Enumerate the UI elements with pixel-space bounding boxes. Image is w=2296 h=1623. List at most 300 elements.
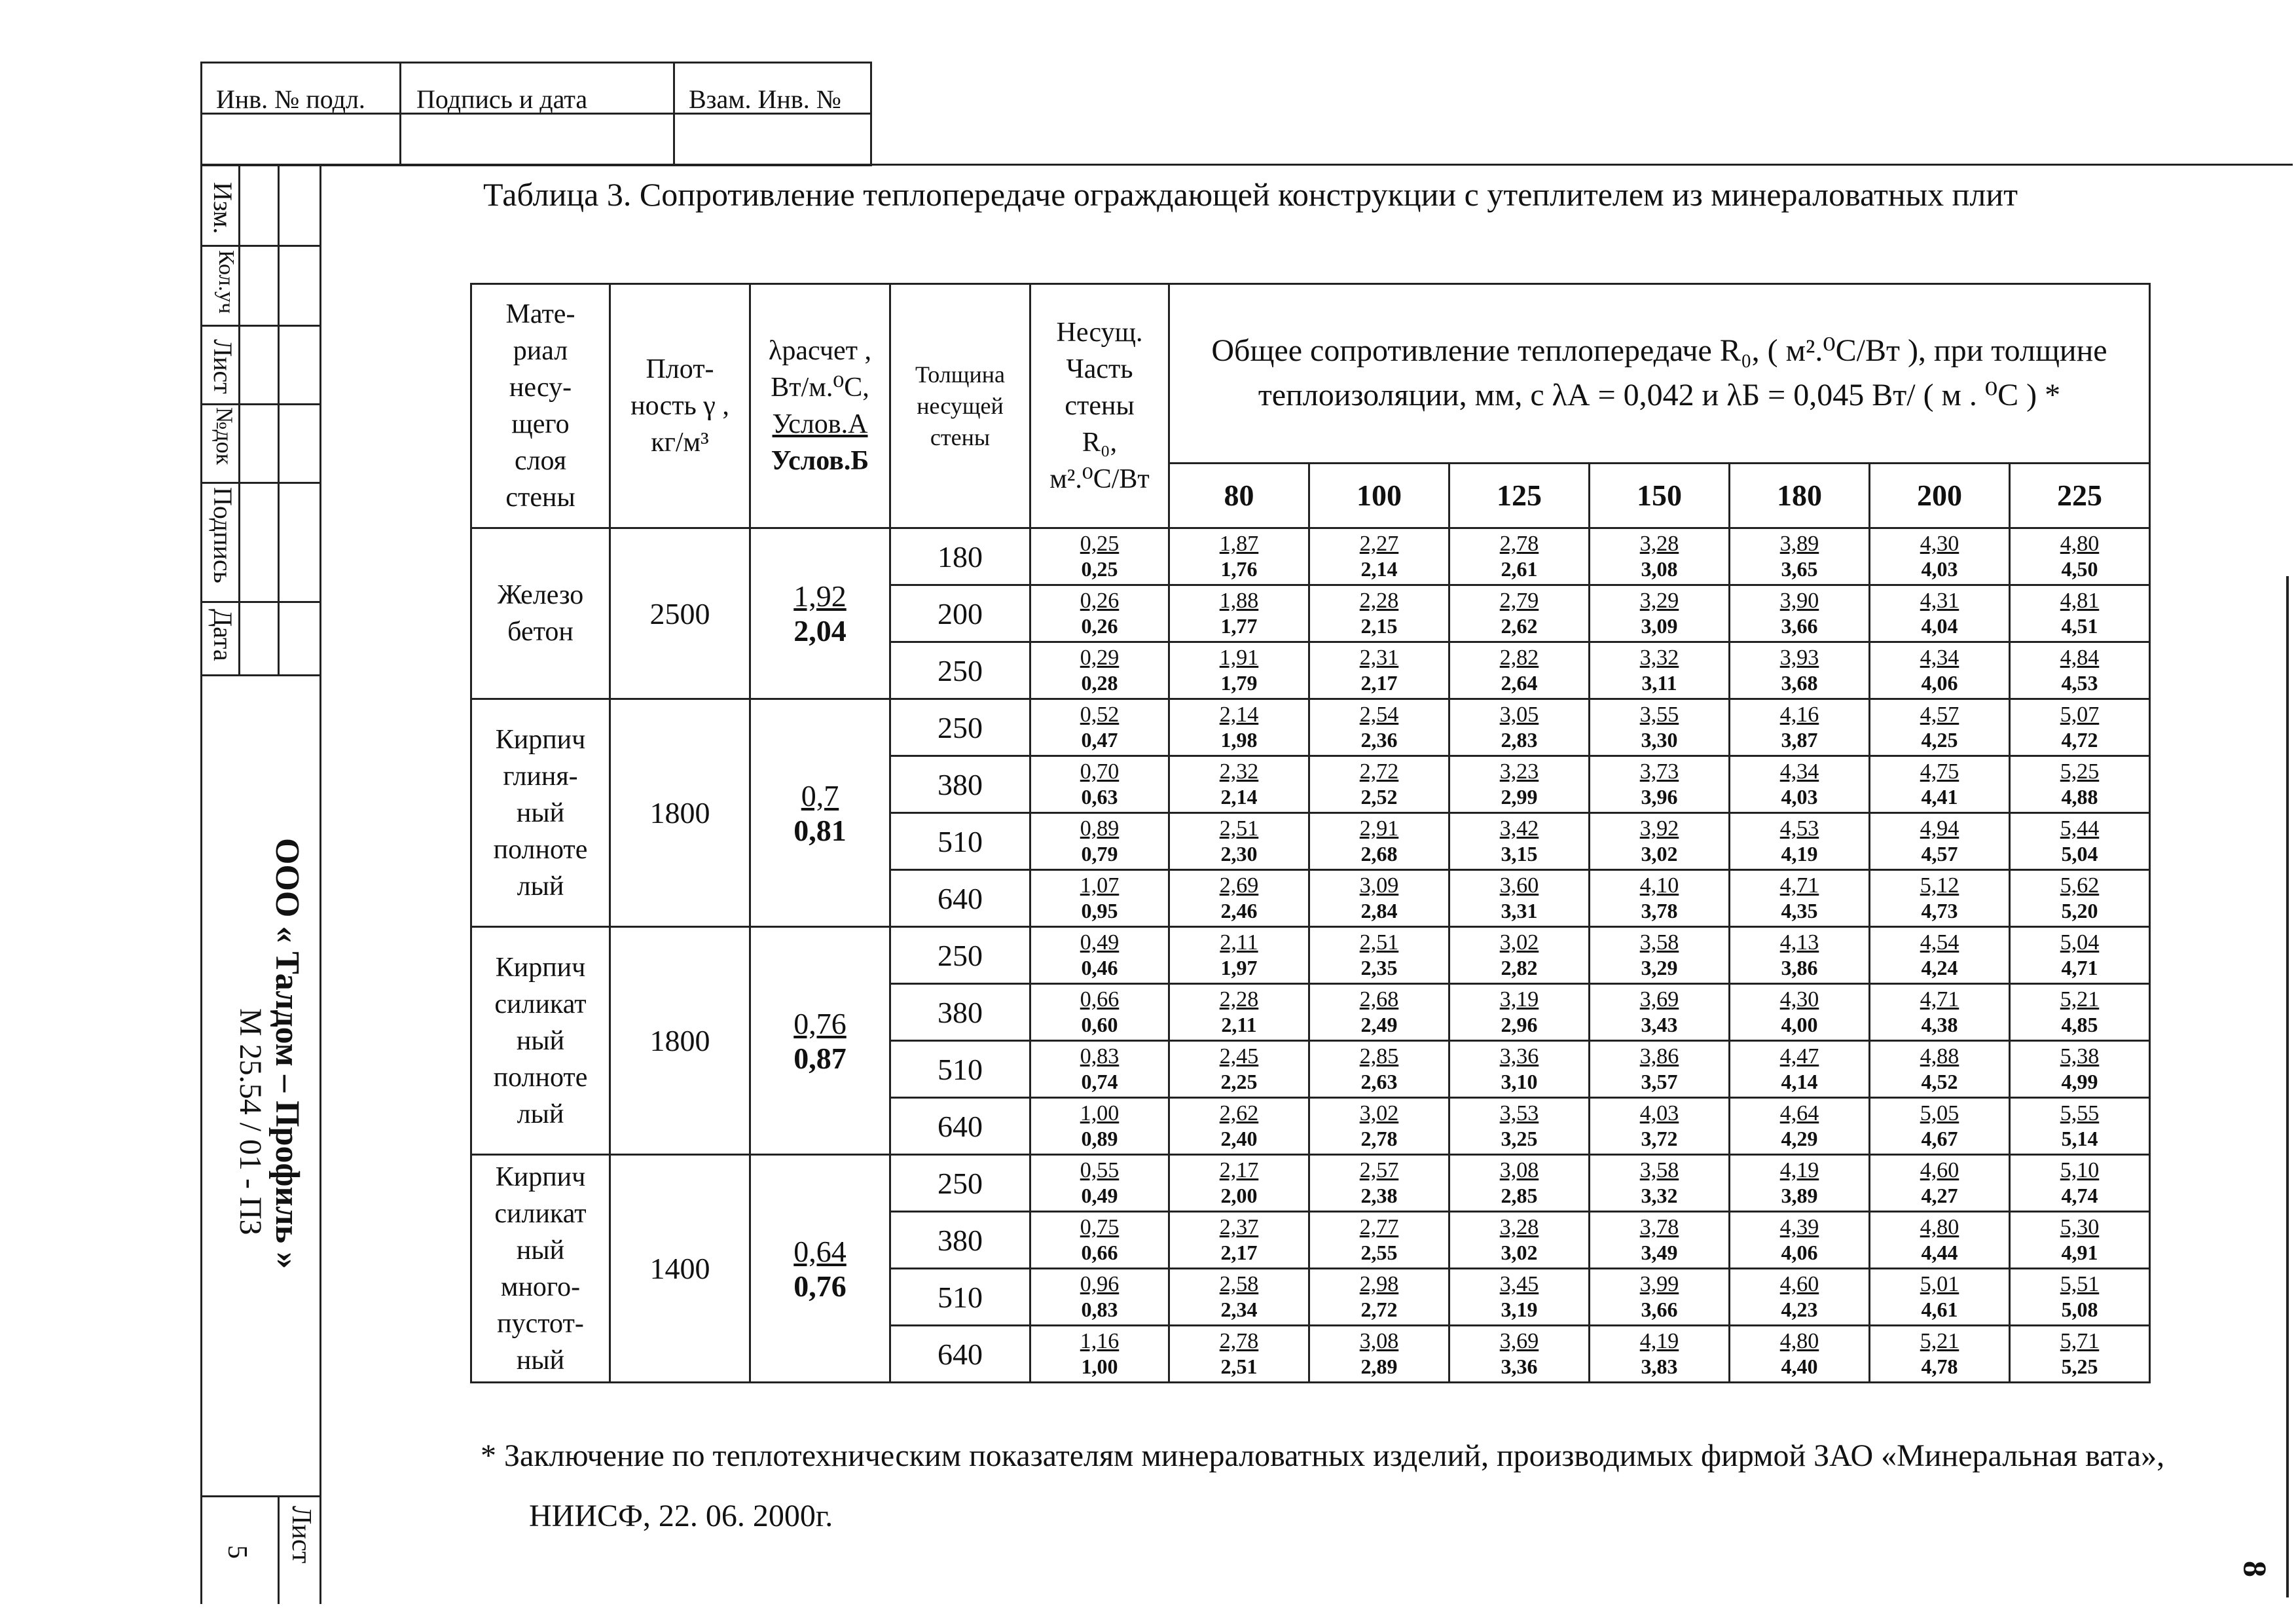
- resistance-b: 4,57: [1921, 842, 1958, 866]
- bearing-r0-cell: [1030, 870, 1169, 927]
- resistance-cell: [1870, 1269, 2010, 1326]
- lambda-cell: [750, 528, 890, 699]
- resistance-a: 2,82: [1499, 646, 1539, 670]
- material-line: пустот-: [497, 1308, 584, 1339]
- resistance-b: 3,15: [1501, 842, 1538, 866]
- material-cell: [471, 528, 610, 699]
- density-cell: 1800: [610, 699, 750, 927]
- resistance-cell: [1730, 1098, 1870, 1155]
- lambda-b: 2,04: [793, 614, 847, 647]
- resistance-b: 5,08: [2061, 1298, 2098, 1321]
- r0-a: 0,25: [1080, 532, 1120, 556]
- sheet-number: 5: [222, 1545, 252, 1559]
- resistance-b: 2,14: [1220, 785, 1258, 809]
- header-insulation-thickness: 180: [1730, 463, 1870, 528]
- resistance-a: 3,29: [1639, 589, 1679, 613]
- resistance-b: 3,02: [1501, 1241, 1538, 1264]
- resistance-cell: [1169, 1041, 1309, 1098]
- r0-a: 0,52: [1080, 702, 1120, 727]
- r0-b: 0,47: [1081, 728, 1118, 752]
- resistance-b: 4,29: [1781, 1127, 1818, 1150]
- resistance-cell: [1590, 585, 1730, 642]
- bearing-r0-cell: [1030, 1155, 1169, 1212]
- resistance-b: 3,87: [1781, 728, 1818, 752]
- resistance-cell: [1309, 1269, 1449, 1326]
- resistance-b: 2,14: [1360, 557, 1398, 581]
- header-lambda-line: λрасчет ,: [769, 336, 871, 366]
- resistance-a: 4,19: [1639, 1329, 1679, 1353]
- resistance-b: 4,25: [1921, 728, 1958, 752]
- resistance-b: 4,61: [1921, 1298, 1958, 1321]
- bearing-r0-cell: [1030, 699, 1169, 756]
- bearing-r0-cell: [1030, 756, 1169, 813]
- resistance-b: 4,04: [1921, 614, 1958, 638]
- resistance-cell: [1590, 528, 1730, 585]
- resistance-cell: [1730, 870, 1870, 927]
- resistance-cell: [1590, 642, 1730, 699]
- resistance-cell: [1870, 1098, 2010, 1155]
- resistance-b: 4,53: [2061, 671, 2098, 695]
- resistance-b: 4,03: [1781, 785, 1818, 809]
- resistance-a: 4,80: [1920, 1215, 1959, 1239]
- r0-b: 0,74: [1081, 1070, 1118, 1093]
- resistance-a: 3,08: [1359, 1329, 1399, 1353]
- bearing-r0-cell: [1030, 1326, 1169, 1383]
- sidebar-row-line-7: [200, 1495, 321, 1497]
- header-lambda-line: Вт/м.⁰С,: [771, 373, 869, 403]
- resistance-a: 2,54: [1359, 702, 1399, 727]
- resistance-cell: [1870, 813, 2010, 870]
- resistance-b: 2,17: [1360, 671, 1398, 695]
- resistance-b: 1,98: [1220, 728, 1258, 752]
- resistance-a: 3,90: [1779, 589, 1819, 613]
- resistance-a: 5,62: [2060, 873, 2100, 898]
- resistance-b: 4,24: [1921, 956, 1958, 979]
- resistance-b: 2,99: [1501, 785, 1538, 809]
- resistance-cell: [1870, 585, 2010, 642]
- resistance-b: 3,43: [1641, 1013, 1678, 1036]
- resistance-b: 2,78: [1360, 1127, 1398, 1150]
- resistance-cell: [1449, 528, 1590, 585]
- resistance-a: 3,92: [1639, 816, 1679, 841]
- header-insulation-thickness: 80: [1169, 463, 1309, 528]
- resistance-cell: [1309, 984, 1449, 1041]
- resistance-a: 4,13: [1779, 930, 1819, 955]
- table-row: [471, 927, 2150, 984]
- sidebar-row-line-2: [200, 325, 321, 327]
- header-insulation-thickness: 100: [1309, 463, 1449, 528]
- sidebar-label-kol: Кол.уч: [214, 250, 238, 314]
- resistance-b: 3,10: [1501, 1070, 1538, 1093]
- r0-a: 0,89: [1080, 816, 1120, 841]
- resistance-b: 2,55: [1360, 1241, 1398, 1264]
- header-bearing-line: Несущ.: [1056, 318, 1143, 348]
- resistance-a: 3,58: [1639, 930, 1679, 955]
- resistance-b: 2,52: [1360, 785, 1398, 809]
- resistance-cell: [1870, 528, 2010, 585]
- resistance-b: 3,65: [1781, 557, 1818, 581]
- header-thickness: [890, 284, 1030, 528]
- resistance-a: 5,01: [1920, 1272, 1959, 1296]
- thickness-cell: 640: [890, 1326, 1030, 1383]
- resistance-b: 3,89: [1781, 1184, 1818, 1207]
- resistance-cell: [1309, 756, 1449, 813]
- resistance-cell: [2010, 870, 2150, 927]
- thickness-cell: 640: [890, 1098, 1030, 1155]
- resistance-cell: [1730, 528, 1870, 585]
- resistance-cell: [1449, 1269, 1590, 1326]
- resistance-a: 5,05: [1920, 1101, 1959, 1125]
- resistance-cell: [2010, 585, 2150, 642]
- resistance-cell: [1309, 1155, 1449, 1212]
- resistance-a: 1,88: [1219, 589, 1259, 613]
- resistance-a: 3,09: [1359, 873, 1399, 898]
- resistance-cell: [1730, 984, 1870, 1041]
- company-name: ООО « Талдом – Профиль »: [268, 838, 306, 1269]
- sidebar-label-podpis: Подпись: [208, 487, 238, 583]
- resistance-cell: [1309, 642, 1449, 699]
- material-line: бетон: [507, 617, 574, 647]
- resistance-a: 5,55: [2060, 1101, 2100, 1125]
- resistance-b: 2,89: [1360, 1355, 1398, 1378]
- resistance-b: 3,30: [1641, 728, 1678, 752]
- resistance-a: 4,34: [1920, 646, 1959, 670]
- header-insulation-thickness: 225: [2010, 463, 2150, 528]
- resistance-cell: [1590, 927, 1730, 984]
- r0-a: 0,55: [1080, 1158, 1120, 1182]
- resistance-b: 3,57: [1641, 1070, 1678, 1093]
- sheet-label: Лист: [286, 1506, 316, 1563]
- resistance-a: 2,98: [1359, 1272, 1399, 1296]
- resistance-b: 3,68: [1781, 671, 1818, 695]
- frame-left-outer: [200, 164, 202, 1604]
- resistance-b: 2,85: [1501, 1184, 1538, 1207]
- header-bearing-line: Часть: [1066, 354, 1133, 384]
- resistance-a: 3,86: [1639, 1044, 1679, 1068]
- resistance-cell: [2010, 642, 2150, 699]
- resistance-b: 5,20: [2061, 899, 2098, 922]
- resistance-cell: [1870, 927, 2010, 984]
- r0-b: 0,49: [1081, 1184, 1118, 1207]
- resistance-cell: [1169, 642, 1309, 699]
- resistance-cell: [1169, 1269, 1309, 1326]
- resistance-b: 4,35: [1781, 899, 1818, 922]
- resistance-cell: [1309, 870, 1449, 927]
- material-line: Железо: [497, 580, 584, 610]
- resistance-a: 4,80: [1779, 1329, 1819, 1353]
- bearing-r0-cell: [1030, 1098, 1169, 1155]
- resistance-a: 4,75: [1920, 759, 1959, 784]
- resistance-b: 3,29: [1641, 956, 1678, 979]
- resistance-b: 2,35: [1360, 956, 1398, 979]
- resistance-a: 2,27: [1359, 532, 1399, 556]
- frame-left-mid2: [278, 164, 280, 674]
- bearing-r0-cell: [1030, 585, 1169, 642]
- resistance-a: 4,34: [1779, 759, 1819, 784]
- resistance-cell: [1870, 1041, 2010, 1098]
- resistance-b: 4,99: [2061, 1070, 2098, 1093]
- lambda-a: 0,76: [793, 1006, 847, 1040]
- resistance-cell: [1309, 813, 1449, 870]
- resistance-table: [470, 283, 2151, 1383]
- resistance-cell: [1730, 1326, 1870, 1383]
- resistance-b: 2,36: [1360, 728, 1398, 752]
- material-line: полноте: [493, 1062, 588, 1093]
- header-material-line: Мате-: [505, 299, 575, 329]
- resistance-a: 2,72: [1359, 759, 1399, 784]
- resistance-cell: [1449, 585, 1590, 642]
- resistance-a: 3,58: [1639, 1158, 1679, 1182]
- resistance-a: 3,28: [1499, 1215, 1539, 1239]
- resistance-b: 2,72: [1360, 1298, 1398, 1321]
- resistance-cell: [1730, 642, 1870, 699]
- header-lambda-line: Услов.А: [772, 409, 868, 439]
- resistance-cell: [1309, 528, 1449, 585]
- resistance-cell: [1730, 585, 1870, 642]
- r0-a: 1,16: [1080, 1329, 1120, 1353]
- resistance-cell: [2010, 1269, 2150, 1326]
- header-material-line: несу-: [509, 373, 572, 403]
- resistance-b: 4,88: [2061, 785, 2098, 809]
- thickness-cell: 640: [890, 870, 1030, 927]
- resistance-cell: [1449, 699, 1590, 756]
- resistance-a: 2,37: [1219, 1215, 1259, 1239]
- resistance-a: 4,71: [1920, 987, 1959, 1012]
- resistance-cell: [2010, 1326, 2150, 1383]
- thickness-cell: 200: [890, 585, 1030, 642]
- bearing-r0-cell: [1030, 1041, 1169, 1098]
- resistance-cell: [1449, 756, 1590, 813]
- header-density-line: Плот-: [646, 354, 714, 384]
- resistance-a: 2,51: [1359, 930, 1399, 955]
- resistance-cell: [2010, 1155, 2150, 1212]
- r0-b: 0,63: [1081, 785, 1118, 809]
- resistance-b: 4,91: [2061, 1241, 2098, 1264]
- resistance-b: 4,19: [1781, 842, 1818, 866]
- resistance-b: 3,02: [1641, 842, 1678, 866]
- header-thickness-line: стены: [930, 424, 991, 450]
- header-density-line: кг/м³: [651, 428, 709, 458]
- r0-a: 0,26: [1080, 589, 1120, 613]
- lambda-cell: [750, 927, 890, 1155]
- thickness-cell: 250: [890, 927, 1030, 984]
- resistance-b: 4,23: [1781, 1298, 1818, 1321]
- material-line: ный: [516, 1235, 565, 1266]
- resistance-a: 2,28: [1219, 987, 1259, 1012]
- header-total-line: теплоизоляции, мм, с λА = 0,042 и λБ = 0,045 Вт/ ( м . ⁰С ) *: [1258, 378, 2061, 413]
- page-number: 8: [2237, 1561, 2274, 1577]
- resistance-cell: [1730, 927, 1870, 984]
- resistance-b: 3,25: [1501, 1127, 1538, 1150]
- thickness-cell: 250: [890, 1155, 1030, 1212]
- resistance-a: 4,10: [1639, 873, 1679, 898]
- resistance-a: 2,91: [1359, 816, 1399, 841]
- resistance-b: 4,51: [2061, 614, 2098, 638]
- resistance-cell: [1449, 1326, 1590, 1383]
- thickness-cell: 380: [890, 984, 1030, 1041]
- sidebar-row-line-5: [200, 601, 321, 603]
- r0-b: 1,00: [1081, 1355, 1118, 1378]
- table-row: [471, 699, 2150, 756]
- material-line: полноте: [493, 834, 588, 865]
- resistance-b: 3,32: [1641, 1184, 1678, 1207]
- resistance-b: 2,82: [1501, 956, 1538, 979]
- r0-a: 0,29: [1080, 646, 1120, 670]
- r0-b: 0,28: [1081, 671, 1118, 695]
- resistance-a: 3,42: [1499, 816, 1539, 841]
- resistance-cell: [2010, 1041, 2150, 1098]
- resistance-a: 2,17: [1219, 1158, 1259, 1182]
- sidebar-row-line-4: [200, 482, 321, 484]
- header-bearing: [1030, 284, 1169, 528]
- resistance-b: 4,67: [1921, 1127, 1958, 1150]
- resistance-cell: [1590, 870, 1730, 927]
- resistance-a: 2,57: [1359, 1158, 1399, 1182]
- resistance-b: 4,85: [2061, 1013, 2098, 1036]
- resistance-cell: [1449, 984, 1590, 1041]
- sidebar-row-line-6: [200, 674, 321, 676]
- resistance-a: 3,89: [1779, 532, 1819, 556]
- resistance-a: 5,38: [2060, 1044, 2100, 1068]
- resistance-cell: [1449, 1212, 1590, 1269]
- resistance-a: 2,11: [1220, 930, 1258, 955]
- resistance-cell: [1730, 1041, 1870, 1098]
- resistance-b: 2,25: [1220, 1070, 1258, 1093]
- resistance-a: 2,45: [1219, 1044, 1259, 1068]
- resistance-b: 4,52: [1921, 1070, 1958, 1093]
- resistance-a: 3,36: [1499, 1044, 1539, 1068]
- r0-a: 0,75: [1080, 1215, 1120, 1239]
- resistance-b: 3,08: [1641, 557, 1678, 581]
- thickness-cell: 380: [890, 756, 1030, 813]
- resistance-b: 2,46: [1220, 899, 1258, 922]
- material-line: много-: [500, 1271, 581, 1302]
- resistance-b: 4,72: [2061, 728, 2098, 752]
- resistance-a: 3,60: [1499, 873, 1539, 898]
- resistance-b: 2,17: [1220, 1241, 1258, 1264]
- header-material-line: риал: [513, 336, 568, 366]
- header-bearing-line: стены: [1065, 391, 1135, 421]
- resistance-cell: [1730, 756, 1870, 813]
- resistance-b: 2,34: [1220, 1298, 1258, 1321]
- material-line: силикат: [494, 989, 587, 1019]
- resistance-a: 2,32: [1219, 759, 1259, 784]
- resistance-cell: [1590, 813, 1730, 870]
- thickness-cell: 510: [890, 1041, 1030, 1098]
- resistance-cell: [1309, 1041, 1449, 1098]
- resistance-a: 4,54: [1920, 930, 1959, 955]
- resistance-a: 4,71: [1779, 873, 1819, 898]
- resistance-b: 3,36: [1501, 1355, 1538, 1378]
- resistance-b: 5,25: [2061, 1355, 2098, 1378]
- material-line: ный: [516, 1345, 565, 1376]
- header-material-line: стены: [505, 483, 575, 513]
- resistance-b: 3,96: [1641, 785, 1678, 809]
- resistance-cell: [2010, 813, 2150, 870]
- resistance-a: 3,45: [1499, 1272, 1539, 1296]
- stamp-label-inv: Инв. № подл.: [216, 84, 365, 114]
- resistance-a: 3,02: [1499, 930, 1539, 955]
- resistance-a: 3,69: [1639, 987, 1679, 1012]
- resistance-cell: [1169, 699, 1309, 756]
- resistance-b: 2,96: [1501, 1013, 1538, 1036]
- resistance-b: 3,19: [1501, 1298, 1538, 1321]
- resistance-b: 4,38: [1921, 1013, 1958, 1036]
- resistance-cell: [1169, 813, 1309, 870]
- resistance-a: 3,08: [1499, 1158, 1539, 1182]
- lambda-a: 0,64: [793, 1234, 847, 1268]
- resistance-cell: [1309, 927, 1449, 984]
- bearing-r0-cell: [1030, 927, 1169, 984]
- r0-b: 0,79: [1081, 842, 1118, 866]
- resistance-a: 3,32: [1639, 646, 1679, 670]
- resistance-b: 4,27: [1921, 1184, 1958, 1207]
- resistance-a: 3,78: [1639, 1215, 1679, 1239]
- resistance-b: 2,11: [1221, 1013, 1257, 1036]
- resistance-cell: [1730, 813, 1870, 870]
- resistance-a: 4,53: [1779, 816, 1819, 841]
- resistance-a: 4,30: [1779, 987, 1819, 1012]
- resistance-a: 1,87: [1219, 532, 1259, 556]
- resistance-cell: [1309, 1326, 1449, 1383]
- resistance-cell: [1449, 813, 1590, 870]
- resistance-b: 5,14: [2061, 1127, 2098, 1150]
- resistance-a: 1,91: [1219, 646, 1259, 670]
- resistance-b: 3,86: [1781, 956, 1818, 979]
- header-density-line: ность γ ,: [630, 391, 729, 421]
- thickness-cell: 510: [890, 813, 1030, 870]
- bearing-r0-cell: [1030, 1269, 1169, 1326]
- r0-b: 0,26: [1081, 614, 1118, 638]
- resistance-a: 4,39: [1779, 1215, 1819, 1239]
- resistance-cell: [1590, 984, 1730, 1041]
- material-line: ный: [516, 797, 565, 828]
- resistance-b: 1,97: [1220, 956, 1258, 979]
- resistance-a: 5,10: [2060, 1158, 2100, 1182]
- resistance-cell: [1730, 1212, 1870, 1269]
- density-cell: 2500: [610, 528, 750, 699]
- resistance-b: 5,04: [2061, 842, 2098, 866]
- sidebar-row-line-1: [200, 245, 321, 247]
- bearing-r0-cell: [1030, 642, 1169, 699]
- density-cell: 1800: [610, 927, 750, 1155]
- resistance-cell: [2010, 927, 2150, 984]
- resistance-cell: [1449, 1155, 1590, 1212]
- material-cell: [471, 927, 610, 1155]
- resistance-b: 2,68: [1360, 842, 1398, 866]
- resistance-cell: [1590, 1155, 1730, 1212]
- r0-b: 0,66: [1081, 1241, 1118, 1264]
- resistance-cell: [1169, 1326, 1309, 1383]
- material-line: лый: [517, 1099, 564, 1129]
- bearing-r0-cell: [1030, 984, 1169, 1041]
- resistance-a: 4,64: [1779, 1101, 1819, 1125]
- resistance-cell: [2010, 756, 2150, 813]
- thickness-cell: 250: [890, 699, 1030, 756]
- resistance-b: 2,61: [1501, 557, 1538, 581]
- frame-top-line: [200, 164, 2293, 166]
- resistance-b: 4,00: [1781, 1013, 1818, 1036]
- resistance-b: 4,41: [1921, 785, 1958, 809]
- resistance-cell: [1449, 927, 1590, 984]
- sheet-box-divider: [278, 1495, 280, 1604]
- resistance-a: 4,31: [1920, 589, 1959, 613]
- footnote-line-1: * Заключение по теплотехническим показателям минераловатных изделий, производимых фирмой ЗАО «Минеральная вата»,: [481, 1438, 2165, 1473]
- table-row: [471, 1155, 2150, 1212]
- resistance-b: 2,64: [1501, 671, 1538, 695]
- resistance-b: 4,06: [1921, 671, 1958, 695]
- header-row: [471, 284, 2150, 464]
